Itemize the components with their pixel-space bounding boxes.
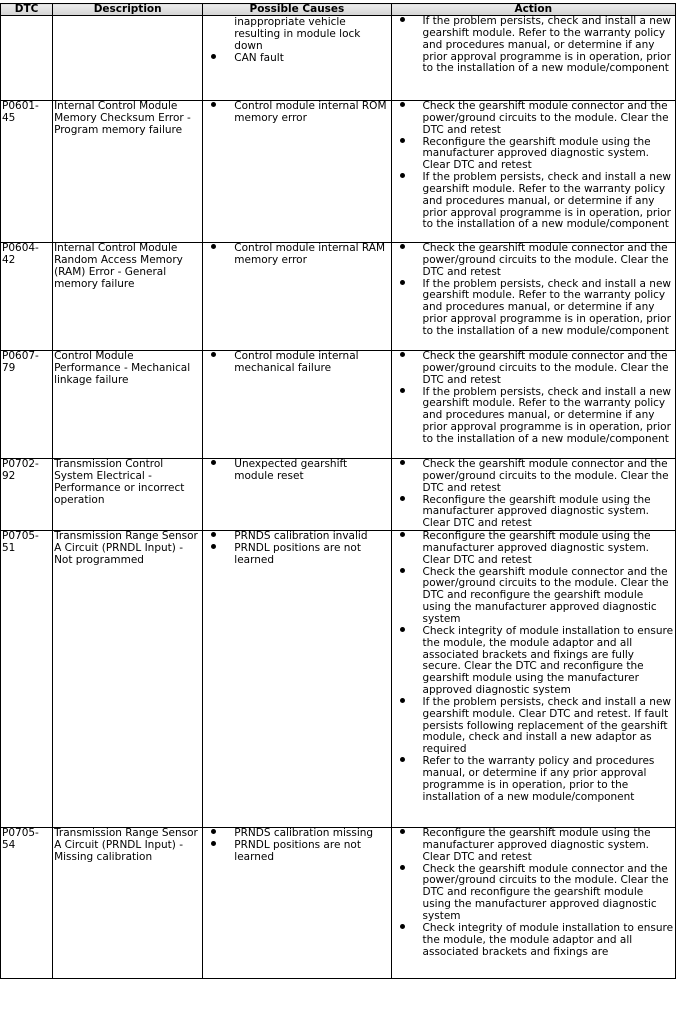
possible-causes-cell [203,828,391,979]
action-cell [391,828,675,979]
dtc-description: Internal Control Module Random Access Memory (RAM) Error - General memory failure [53,243,203,351]
header-possible-causes: Possible Causes [203,4,391,16]
action-item: Check integrity of module installation to ensure the module, the module adaptor and all associated brackets and fixings are fully secure. Clear the DTC and reconfigure the gearshift module using the manufacturer approved diagnostic system [393,626,674,697]
causes-list [204,828,389,864]
actions-list [393,243,674,338]
table-row [1,459,676,531]
dtc-description [53,16,203,101]
action-cell [391,459,675,531]
table-row [1,531,676,828]
dtc-code: P0705-54 [1,828,53,979]
cause-item: PRNDL positions are not learned [204,543,389,567]
action-item: Check the gearshift module connector and the power/ground circuits to the module. Clear the DTC and retest [393,459,674,495]
dtc-description: Transmission Control System Electrical - Performance or incorrect operation [53,459,203,531]
cause-continuation: inappropriate vehicle resulting in module lock down [234,16,361,52]
dtc-code: P0601-45 [1,101,53,243]
action-cell [391,351,675,459]
action-item: Reconfigure the gearshift module using the manufacturer approved diagnostic system. Clear DTC and retest [393,828,674,864]
dtc-code: P0604-42 [1,243,53,351]
action-item: If the problem persists, check and install a new gearshift module. Refer to the warranty policy and procedures manual, or determine if any prior approval programme is in operation, prior to the installation of a new module/component [393,387,674,446]
dtc-description: Internal Control Module Memory Checksum Error - Program memory failure [53,101,203,243]
possible-causes-cell [203,459,391,531]
possible-causes-cell [203,351,391,459]
dtc-code [1,16,53,101]
table-row [1,101,676,243]
action-cell [391,531,675,828]
dtc-description: Transmission Range Sensor A Circuit (PRNDL Input) - Missing calibration [53,828,203,979]
possible-causes-cell [203,243,391,351]
dtc-description: Transmission Range Sensor A Circuit (PRNDL Input) - Not programmed [53,531,203,828]
causes-list [204,101,389,125]
possible-causes-cell [203,101,391,243]
cause-item: PRNDS calibration invalid [204,531,389,543]
dtc-code: P0702-92 [1,459,53,531]
action-cell [391,243,675,351]
action-item: Check the gearshift module connector and the power/ground circuits to the module. Clear the DTC and reconfigure the gearshift module using the manufacturer approved diagnostic system [393,567,674,626]
action-item: If the problem persists, check and install a new gearshift module. Refer to the warranty policy and procedures manual, or determine if any prior approval programme is in operation, prior to the installation of a new module/component [393,172,674,231]
dtc-code: P0607-79 [1,351,53,459]
action-cell [391,101,675,243]
cause-item: Control module internal RAM memory error [204,243,389,267]
actions-list [393,828,674,958]
actions-list [393,101,674,231]
action-item: If the problem persists, check and install a new gearshift module. Refer to the warranty policy and procedures manual, or determine if any prior approval programme is in operation, prior to the installation of a new module/component [393,16,674,75]
action-item: Check integrity of module installation to ensure the module, the module adaptor and all associated brackets and fixings are [393,923,674,959]
dtc-description: Control Module Performance - Mechanical linkage failure [53,351,203,459]
cause-item: PRNDL positions are not learned [204,840,389,864]
actions-list [393,531,674,803]
dtc-code: P0705-51 [1,531,53,828]
cause-item: CAN fault [204,53,389,65]
action-item: Reconfigure the gearshift module using the manufacturer approved diagnostic system. Clear DTC and retest [393,495,674,531]
actions-list [393,16,674,75]
action-item: If the problem persists, check and install a new gearshift module. Refer to the warranty policy and procedures manual, or determine if any prior approval programme is in operation, prior to the installation of a new module/component [393,279,674,338]
action-item: Check the gearshift module connector and the power/ground circuits to the module. Clear the DTC and retest [393,351,674,387]
possible-causes-cell [203,16,391,101]
table-row [1,828,676,979]
actions-list [393,459,674,530]
cause-item: Unexpected gearshift module reset [204,459,389,483]
action-item: Check the gearshift module connector and the power/ground circuits to the module. Clear the DTC and retest [393,101,674,137]
header-dtc: DTC [1,4,53,16]
causes-list [204,459,389,483]
action-item: If the problem persists, check and install a new gearshift module. Clear DTC and retest. If fault persists following replacement of the gearshift module, check and install a new adaptor as required [393,697,674,756]
cause-item: Control module internal mechanical failure [204,351,389,375]
table-row [1,16,676,101]
causes-list [204,53,389,65]
header-action: Action [391,4,675,16]
action-item: Refer to the warranty policy and procedures manual, or determine if any prior approval programme is in operation, prior to the installation of a new module/component [393,756,674,803]
dtc-table [0,3,676,979]
possible-causes-cell [203,531,391,828]
table-row [1,351,676,459]
table-row [1,243,676,351]
actions-list [393,351,674,446]
causes-list [204,351,389,375]
action-item: Check the gearshift module connector and the power/ground circuits to the module. Clear the DTC and reconfigure the gearshift module using the manufacturer approved diagnostic system [393,864,674,923]
table-header-row [1,4,676,16]
action-item: Reconfigure the gearshift module using the manufacturer approved diagnostic system. Clear DTC and retest [393,137,674,173]
causes-list [204,243,389,267]
action-item: Check the gearshift module connector and the power/ground circuits to the module. Clear the DTC and retest [393,243,674,279]
cause-item: PRNDS calibration missing [204,828,389,840]
causes-list [204,531,389,567]
action-cell [391,16,675,101]
cause-item: Control module internal ROM memory error [204,101,389,125]
header-description: Description [53,4,203,16]
action-item: Reconfigure the gearshift module using the manufacturer approved diagnostic system. Clear DTC and retest [393,531,674,567]
